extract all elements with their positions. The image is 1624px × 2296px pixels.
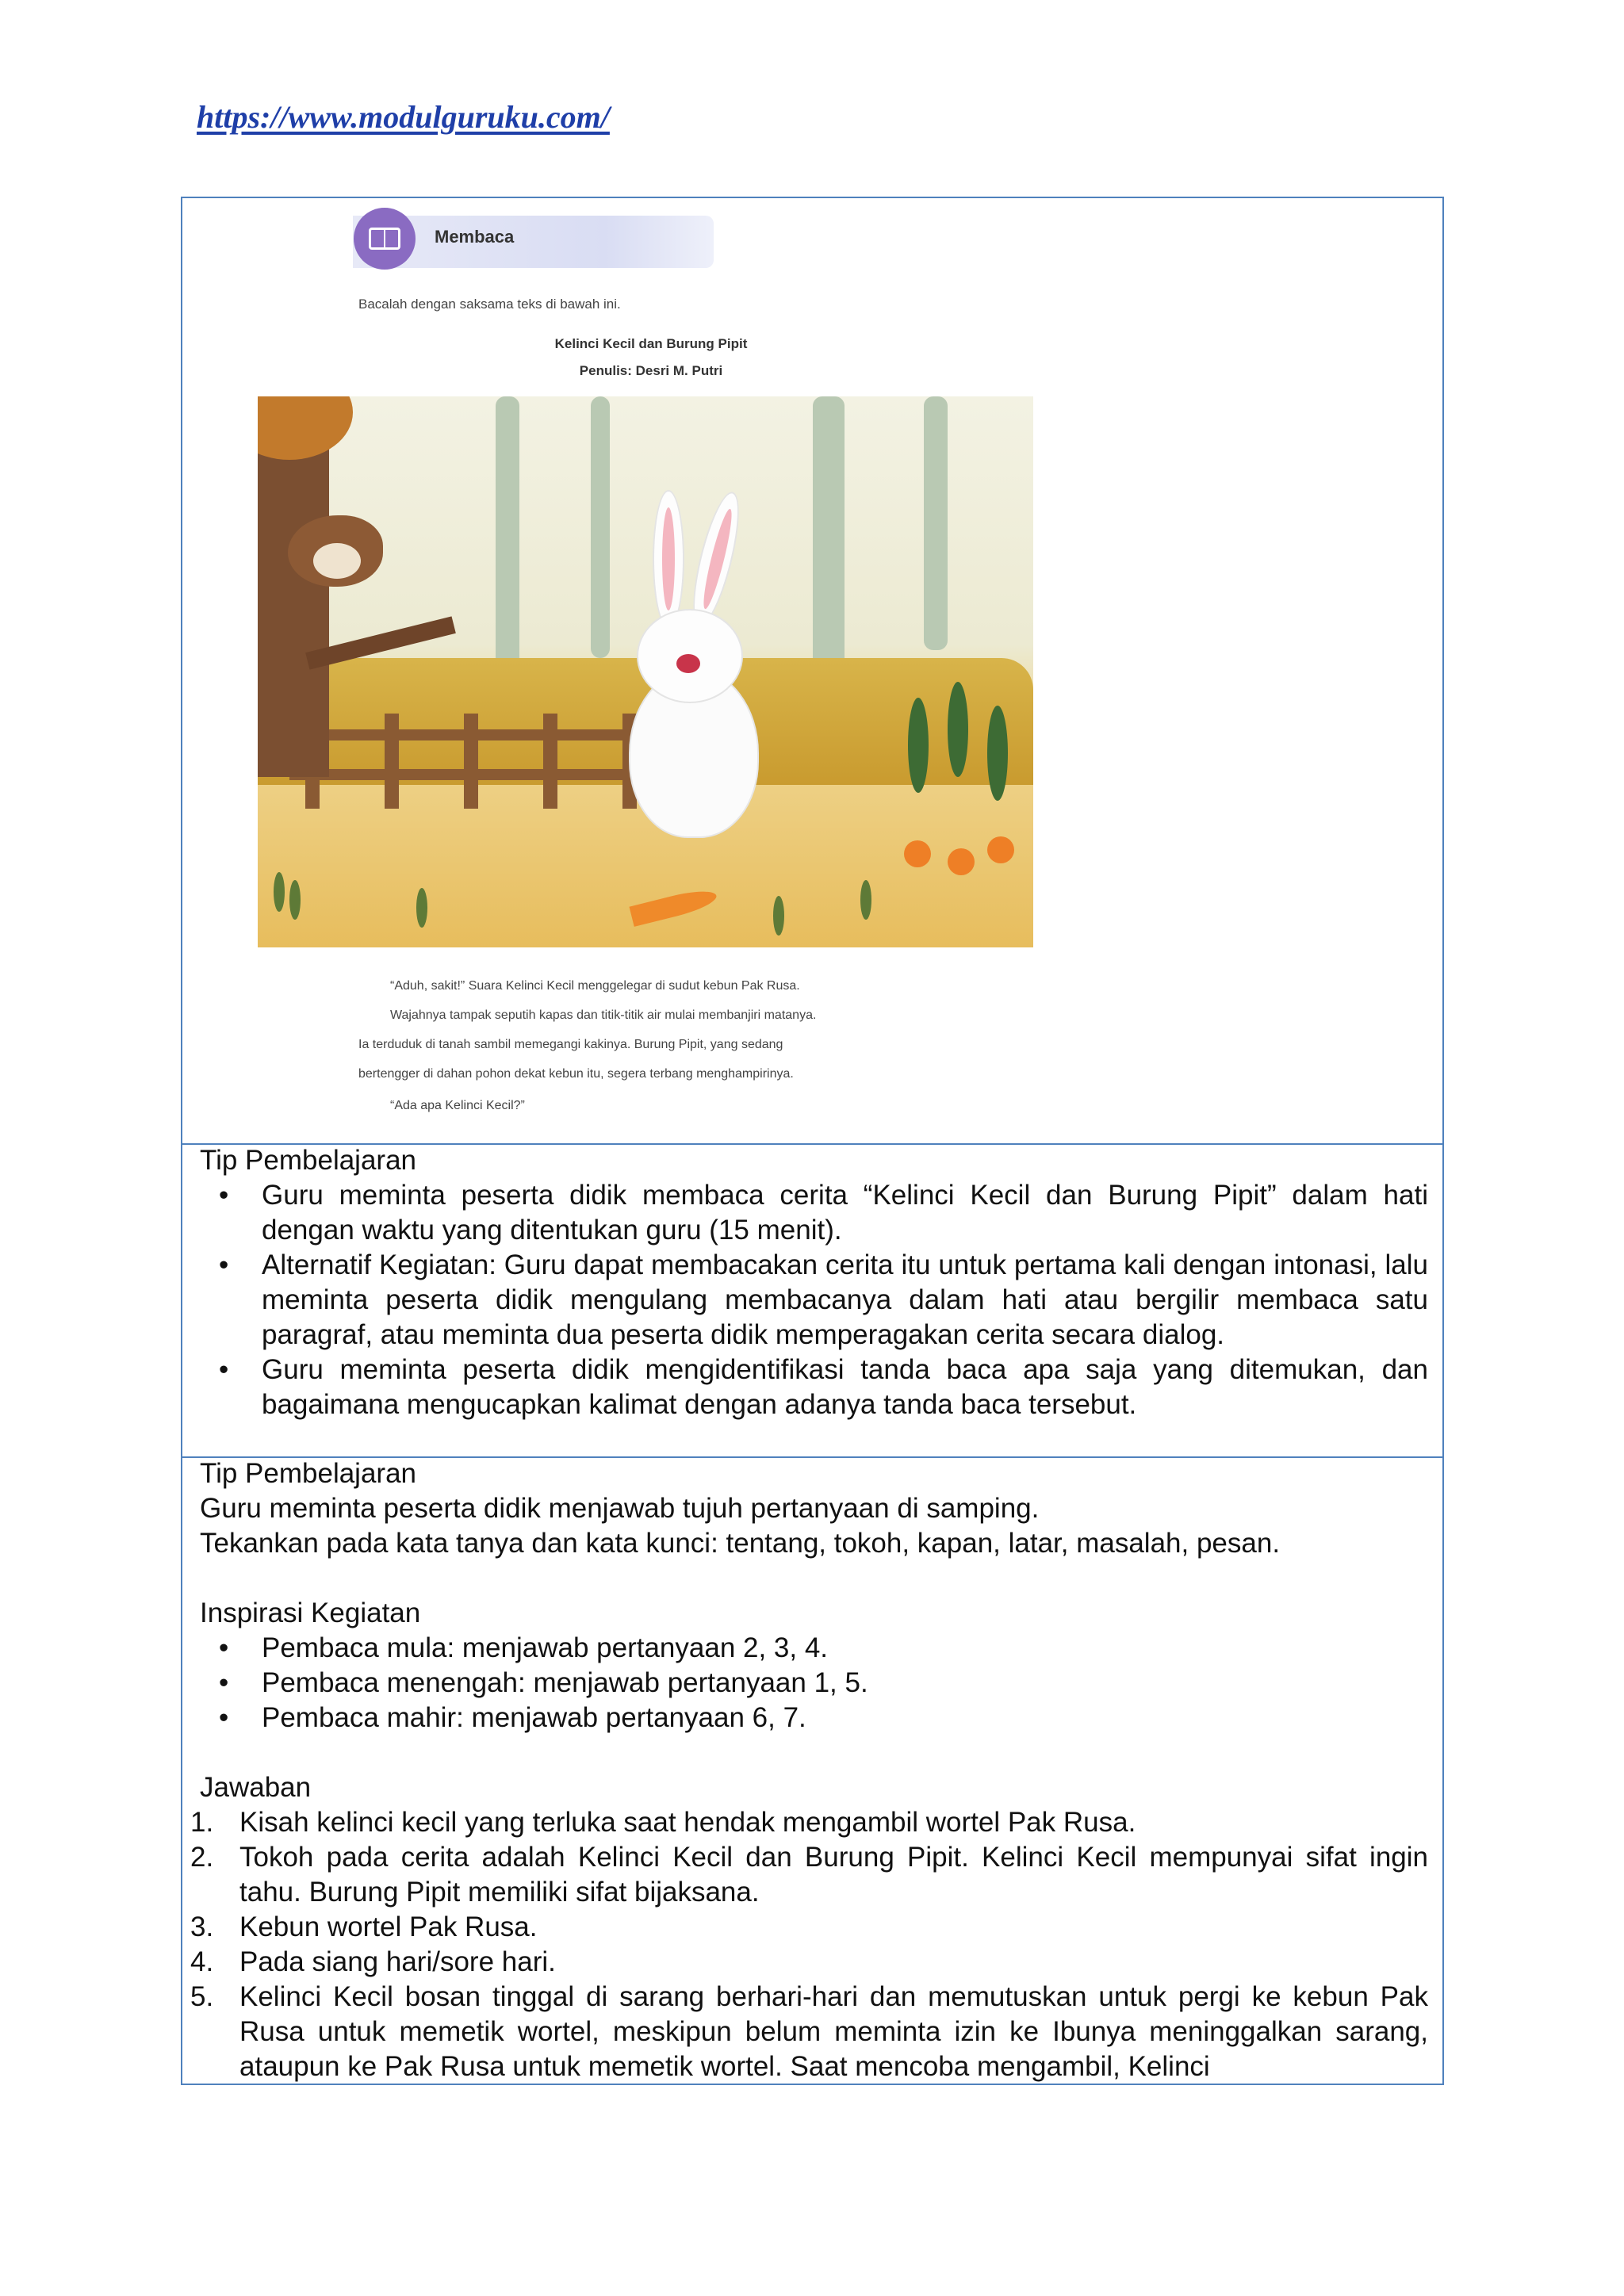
story-paragraph: bertengger di dahan pohon dekat kebun itu, segera terbang menghampirinya. xyxy=(358,1067,794,1081)
story-paragraph: “Aduh, sakit!” Suara Kelinci Kecil menggelegar di sudut kebun Pak Rusa. xyxy=(390,979,800,993)
tip-section-2 xyxy=(182,1456,1442,2084)
book-page-scan xyxy=(182,198,1442,1145)
list-item: • Pembaca menengah: menjawab pertanyaan 1, 5. xyxy=(200,1666,1428,1701)
tip-bullet-list xyxy=(200,1178,1428,1422)
story-paragraph: Wajahnya tampak seputih kapas dan titik-titik air mulai membanjiri matanya. xyxy=(390,1008,817,1022)
book-icon xyxy=(354,208,416,270)
story-title: Kelinci Kecil dan Burung Pipit xyxy=(554,336,748,351)
tip-text: Tekankan pada kata tanya dan kata kunci: tentang, tokoh, kapan, latar, masalah, pesan. xyxy=(200,1528,1281,1559)
answers-title: Jawaban xyxy=(200,1772,312,1803)
story-paragraph: “Ada apa Kelinci Kecil?” xyxy=(390,1099,525,1112)
list-item: 5. Kelinci Kecil bosan tinggal di sarang berhari-hari dan memutuskan untuk pergi ke kebun Pak Rusa untuk memetik wortel, meskipun belum meminta izin ke Ibunya meninggalkan sarang, ataupun ke Pak Rusa untuk memetik wortel. Saat mencoba mengambil, Kelinci xyxy=(190,1981,1428,2082)
list-item: 4. Pada siang hari/sore hari. xyxy=(190,1946,556,1977)
header-url-link[interactable]: https://www.modulguruku.com/ xyxy=(197,99,610,135)
section-title: Membaca xyxy=(435,227,515,247)
inspiration-list xyxy=(200,1631,1428,1735)
story-paragraph: Ia terduduk di tanah sambil memegangi kakinya. Burung Pipit, yang sedang xyxy=(358,1038,783,1051)
tip-title: Tip Pembelajaran xyxy=(200,1458,417,1489)
tip-title: Tip Pembelajaran xyxy=(200,1145,417,1176)
content-table xyxy=(181,197,1444,2085)
story-illustration xyxy=(258,396,1033,947)
tip-text: Guru meminta peserta didik menjawab tujuh pertanyaan di samping. xyxy=(200,1493,1040,1524)
answers-list xyxy=(182,1805,1428,2084)
list-item: • Pembaca mahir: menjawab pertanyaan 6, 7. xyxy=(200,1701,1428,1735)
story-author: Penulis: Desri M. Putri xyxy=(579,363,723,378)
list-item: • Guru meminta peserta didik mengidentifikasi tanda baca apa saja yang ditemukan, dan bagaimana mengucapkan kalimat dengan adanya tanda baca tersebut. xyxy=(200,1353,1428,1422)
list-item: • Alternatif Kegiatan: Guru dapat membacakan cerita itu untuk pertama kali dengan intonasi, lalu meminta peserta didik mengulang membacanya dalam hati atau bergilir membaca satu paragraf, atau meminta dua peserta didik memperagakan cerita secara dialog. xyxy=(200,1248,1428,1353)
list-item: 1. Kisah kelinci kecil yang terluka saat hendak mengambil wortel Pak Rusa. xyxy=(190,1807,1136,1838)
list-item: • Guru meminta peserta didik membaca cerita “Kelinci Kecil dan Burung Pipit” dalam hati dengan waktu yang ditentukan guru (15 menit). xyxy=(200,1178,1428,1248)
list-item: 2. Tokoh pada cerita adalah Kelinci Kecil dan Burung Pipit. Kelinci Kecil mempunyai sifat ingin tahu. Burung Pipit memiliki sifat bijaksana. xyxy=(190,1842,1428,1908)
reading-instruction: Bacalah dengan saksama teks di bawah ini. xyxy=(358,297,621,312)
list-item: • Pembaca mula: menjawab pertanyaan 2, 3, 4. xyxy=(200,1631,1428,1666)
tip-section-1 xyxy=(182,1143,1442,1458)
list-item: 3. Kebun wortel Pak Rusa. xyxy=(190,1911,538,1942)
inspiration-title: Inspirasi Kegiatan xyxy=(200,1598,421,1628)
